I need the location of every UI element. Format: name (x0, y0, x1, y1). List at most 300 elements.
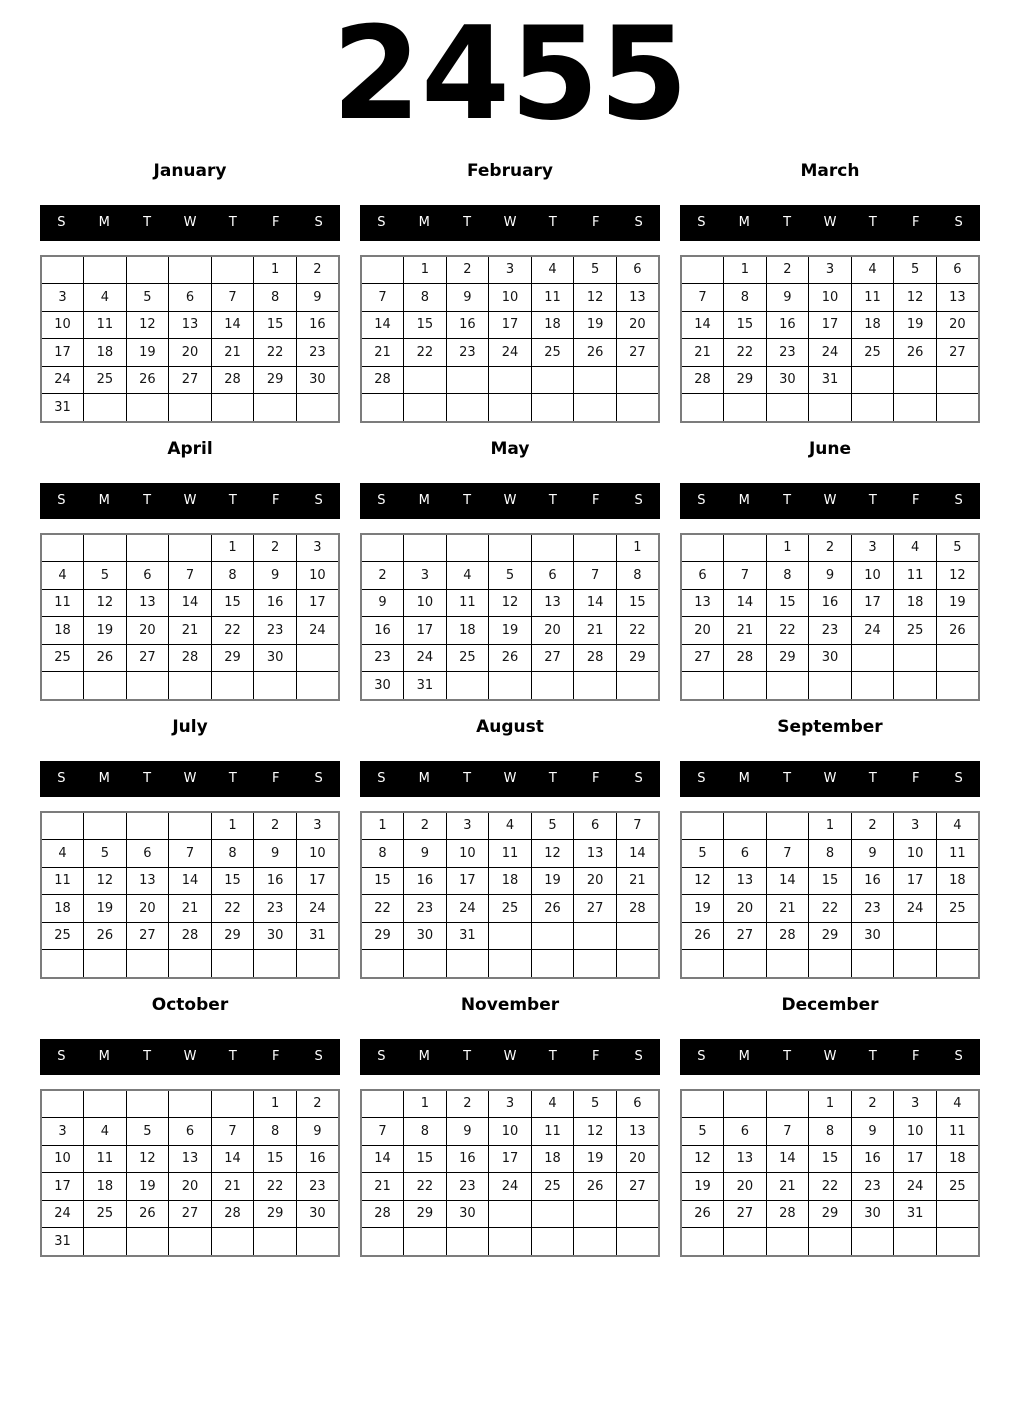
day-cell (489, 394, 532, 422)
week-row (41, 840, 339, 868)
day-cell: 15 (254, 311, 297, 339)
day-cell (169, 1090, 212, 1118)
day-cell (936, 950, 979, 978)
day-cell: 28 (361, 366, 404, 394)
day-cell: 29 (361, 922, 404, 950)
day-cell (936, 394, 979, 422)
weekday-header (360, 205, 660, 241)
day-cell: 18 (41, 617, 84, 645)
weekday-label: W (183, 1049, 197, 1065)
weekday-header (680, 761, 980, 797)
day-cell: 17 (809, 311, 852, 339)
day-cell: 18 (851, 311, 894, 339)
day-cell: 7 (361, 284, 404, 312)
weekday-label: W (183, 215, 197, 231)
week-row (681, 644, 979, 672)
day-cell: 6 (724, 1118, 767, 1146)
day-cell: 7 (169, 840, 212, 868)
day-cell: 21 (616, 867, 659, 895)
day-cell: 3 (41, 1118, 84, 1146)
day-cell: 12 (126, 1145, 169, 1173)
day-cell: 29 (254, 366, 297, 394)
weekday-label: W (503, 771, 517, 787)
day-cell (616, 366, 659, 394)
week-row (41, 366, 339, 394)
day-cell (169, 950, 212, 978)
day-cell: 12 (681, 867, 724, 895)
day-cell: 6 (126, 562, 169, 590)
week-row (41, 339, 339, 367)
week-row (361, 339, 659, 367)
weekday-label: T (548, 771, 557, 787)
day-cell (169, 256, 212, 284)
week-row (41, 1173, 339, 1201)
day-cell: 5 (681, 840, 724, 868)
day-cell: 22 (404, 339, 447, 367)
day-cell: 5 (126, 1118, 169, 1146)
day-cell: 17 (851, 589, 894, 617)
weekday-label: F (271, 771, 280, 787)
day-cell: 19 (936, 589, 979, 617)
day-cell (936, 366, 979, 394)
weekday-label: S (697, 493, 706, 509)
day-cell: 18 (936, 867, 979, 895)
day-cell: 10 (41, 1145, 84, 1173)
day-cell: 21 (169, 895, 212, 923)
day-cell: 3 (851, 534, 894, 562)
day-cell: 26 (489, 644, 532, 672)
day-cell: 9 (446, 1118, 489, 1146)
day-cell: 15 (211, 867, 254, 895)
day-cell: 3 (404, 562, 447, 590)
month-grid (40, 533, 340, 701)
day-cell: 20 (169, 1173, 212, 1201)
day-cell: 26 (894, 339, 937, 367)
day-cell: 18 (84, 339, 127, 367)
month-title: September (777, 716, 883, 737)
week-row (361, 1090, 659, 1118)
week-row (681, 922, 979, 950)
week-row (41, 950, 339, 978)
day-cell: 23 (851, 895, 894, 923)
day-cell: 21 (211, 339, 254, 367)
day-cell: 1 (724, 256, 767, 284)
weekday-label: M (98, 215, 110, 231)
day-cell: 15 (404, 1145, 447, 1173)
weekday-label: T (463, 493, 472, 509)
weekday-header (40, 205, 340, 241)
day-cell: 16 (766, 311, 809, 339)
day-cell: 26 (84, 644, 127, 672)
day-cell (126, 534, 169, 562)
week-row (681, 1118, 979, 1146)
day-cell: 21 (361, 339, 404, 367)
day-cell (126, 950, 169, 978)
weekday-label: S (954, 1049, 963, 1065)
day-cell (724, 1228, 767, 1256)
weekday-header (360, 761, 660, 797)
day-cell: 31 (296, 922, 339, 950)
day-cell: 14 (169, 589, 212, 617)
day-cell: 23 (296, 1173, 339, 1201)
day-cell: 19 (126, 339, 169, 367)
day-cell: 22 (211, 617, 254, 645)
weekday-label: F (591, 771, 600, 787)
day-cell: 4 (84, 1118, 127, 1146)
week-row (681, 617, 979, 645)
week-row (361, 922, 659, 950)
day-cell: 14 (211, 1145, 254, 1173)
day-cell (851, 1228, 894, 1256)
weekday-label: T (548, 1049, 557, 1065)
day-cell: 14 (766, 867, 809, 895)
day-cell: 1 (809, 812, 852, 840)
week-row (41, 534, 339, 562)
week-row (681, 812, 979, 840)
day-cell: 3 (894, 1090, 937, 1118)
day-cell: 3 (41, 284, 84, 312)
day-cell: 17 (894, 867, 937, 895)
day-cell (361, 1090, 404, 1118)
day-cell: 1 (766, 534, 809, 562)
day-cell: 14 (361, 1145, 404, 1173)
day-cell (766, 1228, 809, 1256)
day-cell: 15 (766, 589, 809, 617)
day-cell: 19 (681, 895, 724, 923)
day-cell: 14 (724, 589, 767, 617)
day-cell: 22 (404, 1173, 447, 1201)
day-cell: 16 (446, 311, 489, 339)
day-cell: 23 (404, 895, 447, 923)
weekday-label: T (228, 1049, 237, 1065)
weekday-label: W (503, 215, 517, 231)
week-row (361, 617, 659, 645)
week-row (41, 311, 339, 339)
day-cell: 11 (531, 1118, 574, 1146)
day-cell: 10 (296, 840, 339, 868)
day-cell: 28 (766, 1200, 809, 1228)
day-cell (616, 922, 659, 950)
weekday-label: M (98, 493, 110, 509)
day-cell: 8 (211, 562, 254, 590)
weekday-label: F (591, 215, 600, 231)
day-cell: 4 (41, 562, 84, 590)
month-block (40, 717, 340, 995)
day-cell: 2 (809, 534, 852, 562)
day-cell (254, 1228, 297, 1256)
day-cell: 30 (404, 922, 447, 950)
day-cell: 11 (936, 840, 979, 868)
day-cell: 26 (574, 1173, 617, 1201)
day-cell: 9 (361, 589, 404, 617)
day-cell: 6 (616, 256, 659, 284)
day-cell (84, 256, 127, 284)
day-cell (211, 1228, 254, 1256)
day-cell (724, 1090, 767, 1118)
day-cell: 7 (616, 812, 659, 840)
day-cell (489, 922, 532, 950)
weekday-label: W (503, 1049, 517, 1065)
month-title: March (800, 160, 860, 181)
day-cell: 28 (211, 366, 254, 394)
day-cell: 7 (681, 284, 724, 312)
day-cell: 25 (489, 895, 532, 923)
day-cell (574, 672, 617, 700)
day-cell (681, 394, 724, 422)
day-cell: 2 (254, 812, 297, 840)
day-cell: 7 (169, 562, 212, 590)
day-cell (936, 922, 979, 950)
day-cell: 8 (211, 840, 254, 868)
day-cell: 26 (84, 922, 127, 950)
day-cell: 7 (574, 562, 617, 590)
day-cell: 22 (809, 1173, 852, 1201)
weekday-label: T (228, 493, 237, 509)
week-row (361, 394, 659, 422)
day-cell (126, 394, 169, 422)
month-title: June (808, 438, 852, 459)
day-cell (126, 1228, 169, 1256)
week-row (361, 1228, 659, 1256)
weekday-label: F (271, 1049, 280, 1065)
day-cell: 31 (809, 366, 852, 394)
day-cell: 26 (936, 617, 979, 645)
day-cell: 28 (681, 366, 724, 394)
day-cell: 24 (296, 895, 339, 923)
day-cell (489, 366, 532, 394)
day-cell (211, 394, 254, 422)
day-cell: 15 (809, 867, 852, 895)
day-cell: 6 (169, 1118, 212, 1146)
day-cell: 21 (169, 617, 212, 645)
day-cell: 10 (809, 284, 852, 312)
month-grid (360, 811, 660, 979)
day-cell: 5 (681, 1118, 724, 1146)
day-cell: 7 (211, 284, 254, 312)
day-cell: 10 (489, 284, 532, 312)
day-cell (574, 534, 617, 562)
day-cell: 24 (489, 1173, 532, 1201)
weekday-label: M (738, 1049, 750, 1065)
day-cell (84, 1228, 127, 1256)
day-cell: 26 (126, 1200, 169, 1228)
day-cell: 30 (766, 366, 809, 394)
day-cell (404, 534, 447, 562)
weekday-label: S (377, 493, 386, 509)
weekday-label: F (911, 1049, 920, 1065)
day-cell (894, 922, 937, 950)
day-cell: 22 (766, 617, 809, 645)
day-cell: 29 (616, 644, 659, 672)
day-cell (446, 950, 489, 978)
week-row (361, 589, 659, 617)
day-cell (616, 950, 659, 978)
day-cell: 24 (894, 895, 937, 923)
day-cell: 17 (296, 867, 339, 895)
day-cell (446, 1228, 489, 1256)
day-cell: 27 (724, 1200, 767, 1228)
day-cell: 20 (169, 339, 212, 367)
day-cell (936, 672, 979, 700)
day-cell: 24 (894, 1173, 937, 1201)
week-row (361, 311, 659, 339)
day-cell: 9 (404, 840, 447, 868)
day-cell: 25 (41, 644, 84, 672)
day-cell: 6 (681, 562, 724, 590)
day-cell (616, 394, 659, 422)
week-row (681, 589, 979, 617)
day-cell: 19 (681, 1173, 724, 1201)
day-cell (404, 366, 447, 394)
day-cell: 21 (574, 617, 617, 645)
day-cell: 12 (84, 589, 127, 617)
day-cell: 15 (809, 1145, 852, 1173)
day-cell (296, 644, 339, 672)
week-row (41, 256, 339, 284)
day-cell: 29 (211, 922, 254, 950)
week-row (681, 1090, 979, 1118)
weekday-label: T (463, 1049, 472, 1065)
day-cell: 30 (851, 922, 894, 950)
day-cell (361, 534, 404, 562)
day-cell: 12 (84, 867, 127, 895)
day-cell: 24 (41, 366, 84, 394)
day-cell (126, 812, 169, 840)
day-cell: 20 (724, 895, 767, 923)
months-grid (0, 161, 1020, 1273)
week-row (361, 256, 659, 284)
day-cell: 2 (404, 812, 447, 840)
day-cell: 18 (446, 617, 489, 645)
day-cell: 12 (681, 1145, 724, 1173)
weekday-header (40, 761, 340, 797)
day-cell: 17 (446, 867, 489, 895)
day-cell: 16 (404, 867, 447, 895)
month-grid (680, 533, 980, 701)
month-grid (360, 1089, 660, 1257)
day-cell: 1 (211, 812, 254, 840)
day-cell: 3 (489, 256, 532, 284)
day-cell: 1 (616, 534, 659, 562)
day-cell: 4 (446, 562, 489, 590)
month-block (680, 161, 980, 439)
weekday-label: T (868, 771, 877, 787)
day-cell: 29 (809, 922, 852, 950)
day-cell: 18 (489, 867, 532, 895)
day-cell: 4 (936, 812, 979, 840)
month-grid (680, 255, 980, 423)
day-cell: 10 (41, 311, 84, 339)
day-cell (724, 672, 767, 700)
month-grid (40, 1089, 340, 1257)
day-cell: 30 (254, 644, 297, 672)
day-cell: 30 (296, 366, 339, 394)
day-cell: 4 (489, 812, 532, 840)
week-row (681, 672, 979, 700)
weekday-label: T (143, 771, 152, 787)
day-cell: 6 (936, 256, 979, 284)
day-cell: 14 (361, 311, 404, 339)
month-grid (40, 811, 340, 979)
day-cell: 27 (169, 1200, 212, 1228)
weekday-label: T (783, 1049, 792, 1065)
day-cell (489, 1228, 532, 1256)
weekday-label: S (377, 215, 386, 231)
day-cell: 2 (851, 812, 894, 840)
day-cell (211, 950, 254, 978)
day-cell: 2 (446, 256, 489, 284)
weekday-label: S (634, 771, 643, 787)
day-cell: 2 (851, 1090, 894, 1118)
day-cell: 29 (211, 644, 254, 672)
day-cell: 27 (169, 366, 212, 394)
day-cell: 28 (724, 644, 767, 672)
day-cell (936, 644, 979, 672)
day-cell: 9 (809, 562, 852, 590)
day-cell: 14 (169, 867, 212, 895)
day-cell (169, 1228, 212, 1256)
weekday-label: T (228, 215, 237, 231)
weekday-label: T (783, 215, 792, 231)
day-cell: 11 (531, 284, 574, 312)
day-cell: 29 (404, 1200, 447, 1228)
day-cell: 31 (41, 394, 84, 422)
day-cell: 30 (254, 922, 297, 950)
day-cell: 16 (851, 1145, 894, 1173)
day-cell: 26 (531, 895, 574, 923)
day-cell: 8 (724, 284, 767, 312)
day-cell: 8 (404, 284, 447, 312)
day-cell (616, 672, 659, 700)
day-cell: 20 (126, 617, 169, 645)
week-row (681, 534, 979, 562)
month-grid (360, 533, 660, 701)
day-cell: 9 (296, 1118, 339, 1146)
day-cell (724, 950, 767, 978)
day-cell: 6 (126, 840, 169, 868)
day-cell (574, 950, 617, 978)
week-row (681, 339, 979, 367)
day-cell (84, 812, 127, 840)
week-row (41, 1145, 339, 1173)
weekday-label: T (868, 493, 877, 509)
day-cell: 13 (169, 311, 212, 339)
day-cell: 15 (211, 589, 254, 617)
day-cell: 12 (936, 562, 979, 590)
weekday-label: W (823, 493, 837, 509)
day-cell (531, 950, 574, 978)
day-cell (489, 950, 532, 978)
weekday-label: M (418, 493, 430, 509)
day-cell: 3 (446, 812, 489, 840)
day-cell: 1 (404, 256, 447, 284)
day-cell (84, 1090, 127, 1118)
day-cell: 2 (296, 1090, 339, 1118)
weekday-label: W (183, 493, 197, 509)
day-cell: 1 (809, 1090, 852, 1118)
day-cell (531, 1228, 574, 1256)
weekday-label: S (57, 215, 66, 231)
month-block (680, 995, 980, 1273)
day-cell: 26 (681, 922, 724, 950)
weekday-label: W (823, 215, 837, 231)
day-cell (574, 1200, 617, 1228)
day-cell (574, 366, 617, 394)
day-cell: 27 (531, 644, 574, 672)
day-cell: 23 (254, 617, 297, 645)
day-cell: 9 (851, 1118, 894, 1146)
day-cell (404, 1228, 447, 1256)
